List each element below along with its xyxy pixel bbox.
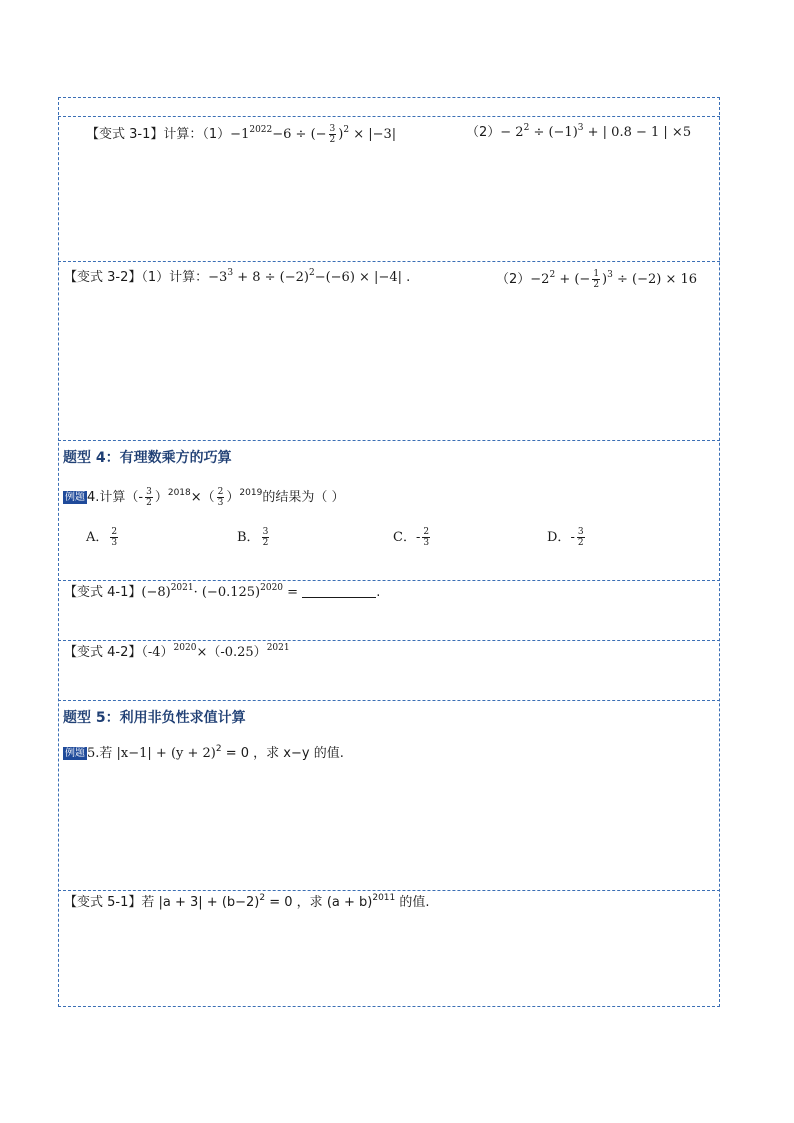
example-tag: 例题: [65, 748, 85, 759]
fraction: $\frac{3}{2}$: [262, 527, 269, 548]
part-label: （1）计算：: [141, 270, 209, 285]
exercise-3-1: [86, 124, 396, 145]
option-a[interactable]: A． $\frac{2}{3}$: [86, 527, 118, 548]
exercise-label: 【变式 3-2】: [64, 270, 142, 285]
expression: $(-4)^{2020}\times(-0.25)^{2021}$: [141, 643, 290, 660]
divider: [58, 116, 720, 117]
expression: $-1^{2022}-6$ ÷ (− $\frac{3}{2}$ )$^2$ × |−3|: [230, 124, 397, 145]
fraction: $\frac{3}{2}$: [329, 124, 336, 145]
divider: [58, 640, 720, 641]
fraction: $\frac{3}{2}$: [146, 487, 152, 508]
fraction: $\frac{2}{3}$: [217, 487, 224, 508]
example-4: 例题 4.计算（- $\frac{3}{2}$ ）$^{2018}$×（ $\frac{2}{3}$ ）$^{2019}$的结果为（ ）: [65, 487, 345, 508]
exercise-5-1: 【变式 5-1】若 $|a + 3| + (b-2)^2 = 0$ ，求 $(a + b)^{2011}$ 的值.: [64, 893, 430, 910]
prompt: 计算：: [163, 127, 203, 142]
exercise-3-2: [64, 269, 410, 287]
part-label: （2）: [496, 272, 531, 287]
divider: [58, 890, 720, 891]
exercise-label: 【变式 4-1】: [64, 585, 142, 600]
expression: $-2^2$ + (− $\frac{1}{2}$ )$^3$ ÷ (−2) × 16: [530, 269, 698, 290]
divider: [58, 440, 720, 441]
exercise-label: 【变式 4-2】: [64, 645, 142, 660]
fraction: $\frac{1}{2}$: [593, 269, 600, 290]
divider: [58, 580, 720, 581]
option-c[interactable]: C．- $\frac{2}{3}$: [393, 527, 430, 548]
worksheet-frame: [58, 97, 720, 1007]
fraction: $\frac{3}{2}$: [577, 527, 584, 548]
exercise-3-2-part2: [496, 269, 697, 290]
answer-blank[interactable]: [302, 585, 376, 598]
exercise-4-1: 【变式 4-1】$(-8)^{2021}\cdot (-0.125)^{2020}$ = .: [64, 583, 381, 600]
expression: $(-8)^{2021}\cdot (-0.125)^{2020}$ =: [141, 583, 303, 600]
exercise-4-2: [64, 644, 290, 662]
fraction: $\frac{2}{3}$: [423, 527, 430, 548]
option-d[interactable]: D．- $\frac{3}{2}$: [547, 527, 584, 548]
expression: $-3^3 + 8 \div (-2)^2-(-6) \times |-4|$ .: [208, 268, 411, 285]
section-heading-type4: 题型 4：有理数乘方的巧算: [63, 450, 232, 466]
part-label: （1）: [202, 127, 231, 142]
part-label: （2）: [466, 125, 501, 140]
option-b[interactable]: B． $\frac{3}{2}$: [237, 527, 269, 548]
divider: [58, 700, 720, 701]
section-heading-type5: 题型 5：利用非负性求值计算: [63, 710, 246, 726]
divider: [58, 261, 720, 262]
example-5: 例题 5.若 $|x-1| + (y + 2)^2 = 0$ ，求 x−y 的值.: [65, 744, 344, 761]
exercise-3-1-part2: [466, 124, 691, 142]
exercise-label: 【变式 3-1】: [86, 127, 164, 142]
expression: − $2^2 \div (-1)^3$ + | 0.8 − 1 | ×5: [500, 123, 692, 140]
exercise-label: 【变式 5-1】: [64, 895, 142, 910]
example-tag: 例题: [65, 492, 85, 503]
fraction: $\frac{2}{3}$: [111, 527, 118, 548]
